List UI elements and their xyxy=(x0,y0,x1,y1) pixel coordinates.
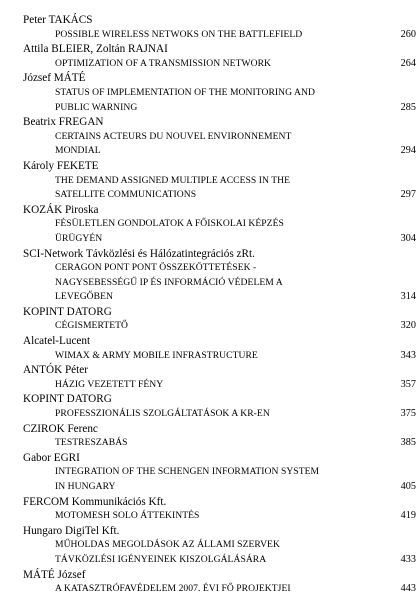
toc-entry-title-line: HÁZIG VEZETETT FÉNY xyxy=(55,378,164,390)
toc-entry-title-line: INTEGRATION OF THE SCHENGEN INFORMATION SYSTEM xyxy=(55,466,320,478)
toc-entry-title xyxy=(55,174,416,203)
toc-entry-page-number: 433 xyxy=(400,553,416,565)
toc-entry-title-line: CÉGISMERTETŐ xyxy=(55,320,129,332)
toc-entry-title xyxy=(55,407,416,422)
toc-entry-title xyxy=(55,57,416,72)
toc-entry-author: MÁTÉ József xyxy=(23,568,86,581)
toc-entry-author: Peter TAKÁCS xyxy=(23,14,93,26)
toc-entry xyxy=(0,422,420,451)
toc-entry-title xyxy=(55,130,416,159)
toc-entry-title-line: PUBLIC WARNING xyxy=(55,101,138,113)
toc-entry xyxy=(0,495,420,524)
toc-entry-author: Attila BLEIER, Zoltán RAJNAI xyxy=(23,43,168,56)
toc-entry-author: Gabor EGRI xyxy=(23,451,80,464)
toc-entry-page-number: 375 xyxy=(400,408,416,420)
toc-entry-title xyxy=(55,319,416,334)
toc-entry-page-number: 285 xyxy=(400,101,416,113)
toc-entry-author: SCI-Network Távközlési és Hálózatintegrációs zRt. xyxy=(23,247,255,260)
toc-entry-title xyxy=(55,86,416,115)
toc-entry-page-number: 443 xyxy=(400,583,416,595)
toc-entry-page-number: 260 xyxy=(400,28,416,40)
toc-entry-page-number: 320 xyxy=(400,320,416,332)
toc-entry xyxy=(0,203,420,247)
toc-entry xyxy=(0,363,420,392)
toc-entry-title-line: CERTAINS ACTEURS DU NOUVEL ENVIRONNEMENT xyxy=(55,130,292,142)
toc-entry-title-line: NAGYSEBESSÉGŰ IP ÉS INFORMÁCIÓ VÉDELEM A xyxy=(55,276,283,288)
toc-entry-page-number: 419 xyxy=(400,510,416,522)
toc-entry-author: Beatrix FREGAN xyxy=(23,116,104,129)
toc-entry xyxy=(0,247,420,305)
toc-entry-page-number: 304 xyxy=(400,232,416,244)
toc-entry xyxy=(0,524,420,568)
toc-entry-title xyxy=(55,538,416,567)
toc-entry-title-line: MOTOMESH SOLO ÁTTEKINTÉS xyxy=(55,510,200,522)
toc-entry xyxy=(0,334,420,363)
toc-entry-title-line: TESTRESZABÁS xyxy=(55,437,128,449)
toc-entry-title xyxy=(55,436,416,451)
toc-entry-title-line: WIMAX & ARMY MOBILE INFRASTRUCTURE xyxy=(55,349,258,361)
toc-entry-title-line: CERAGON PONT PONT ÖSSZEKÖTTETÉSEK - xyxy=(55,262,257,274)
toc-entry-title xyxy=(55,465,416,494)
toc-entry-title-line: LEVEGŐBEN xyxy=(55,291,114,303)
toc-entry-title-line: STATUS OF IMPLEMENTATION OF THE MONITORING AND xyxy=(55,86,315,98)
toc-entry-title xyxy=(55,509,416,524)
toc-entry-title xyxy=(55,582,416,597)
toc-entry-page-number: 297 xyxy=(400,189,416,201)
toc-entry-author: József MÁTÉ xyxy=(23,72,86,85)
toc-entry-title-line: IN HUNGARY xyxy=(55,481,116,492)
toc-entry-title xyxy=(55,217,416,246)
toc-entry xyxy=(0,568,420,597)
toc-entry xyxy=(0,451,420,495)
toc-entry-author: FERCOM Kommunikációs Kft. xyxy=(23,495,167,508)
toc-entry-title-line: POSSIBLE WIRELESS NETWOKS ON THE BATTLEFIELD xyxy=(55,28,303,40)
toc-entry-title xyxy=(55,28,416,43)
toc-entry-page-number: 357 xyxy=(400,378,416,390)
toc-entry-title-line: MONDIAL xyxy=(55,145,101,157)
toc-entry xyxy=(0,115,420,159)
toc-entry-title-line: FÉSÜLETLEN GONDOLATOK A FŐISKOLAI KÉPZÉS xyxy=(55,218,284,230)
toc-entry-title-line: THE DEMAND ASSIGNED MULTIPLE ACCESS IN THE xyxy=(55,174,291,186)
toc-entry-title xyxy=(55,349,416,364)
toc-entry-title-line: TÁVKÖZLÉSI IGÉNYEINEK KISZOLGÁLÁSÁRA xyxy=(55,553,267,565)
toc-entry-title xyxy=(55,378,416,393)
toc-entry-title-line: PROFESSZIONÁLIS SZOLGÁLTATÁSOK A KR-EN xyxy=(55,408,270,420)
toc-entry-title-line: SATELLITE COMMUNICATIONS xyxy=(55,189,197,201)
toc-entry xyxy=(0,71,420,115)
toc-entry-title-line: ÜRÜGYÉN xyxy=(55,232,103,244)
toc-entry-title-line: MŰHOLDAS MEGOLDÁSOK AZ ÁLLAMI SZERVEK xyxy=(55,539,280,551)
toc-entry-page-number: 405 xyxy=(400,481,416,492)
toc-entry-page-number: 294 xyxy=(400,145,416,157)
toc-entry-author: CZIROK Ferenc xyxy=(23,422,98,435)
toc-entry-author: KOPINT DATORG xyxy=(23,393,112,406)
toc-entry-author: Károly FEKETE xyxy=(23,159,99,172)
toc-entry-title xyxy=(55,261,416,305)
toc-entry xyxy=(0,305,420,334)
toc-entry xyxy=(0,42,420,71)
toc-entry-author: Hungaro DigiTel Kft. xyxy=(23,524,120,537)
toc-entry-title-line: A KATASZTRÓFAVÉDELEM 2007. ÉVI FŐ PROJEKTJEI xyxy=(55,583,291,595)
toc-entry xyxy=(0,13,420,42)
toc-entry-page-number: 314 xyxy=(400,291,416,303)
toc-entry xyxy=(0,392,420,421)
toc-entry-author: KOPINT DATORG xyxy=(23,305,112,318)
toc-entry-author: Alcatel-Lucent xyxy=(23,335,91,348)
toc-entry-page-number: 385 xyxy=(400,437,416,449)
toc-entry-page-number: 264 xyxy=(400,57,416,69)
toc-entry-author: ANTÓK Péter xyxy=(23,364,88,377)
toc-entry xyxy=(0,159,420,203)
toc-entry-page-number: 343 xyxy=(400,349,416,361)
toc-entry-title-line: OPTIMIZATION OF A TRANSMISSION NETWORK xyxy=(55,57,271,69)
toc-entry-author: KOZÁK Piroska xyxy=(23,203,99,216)
